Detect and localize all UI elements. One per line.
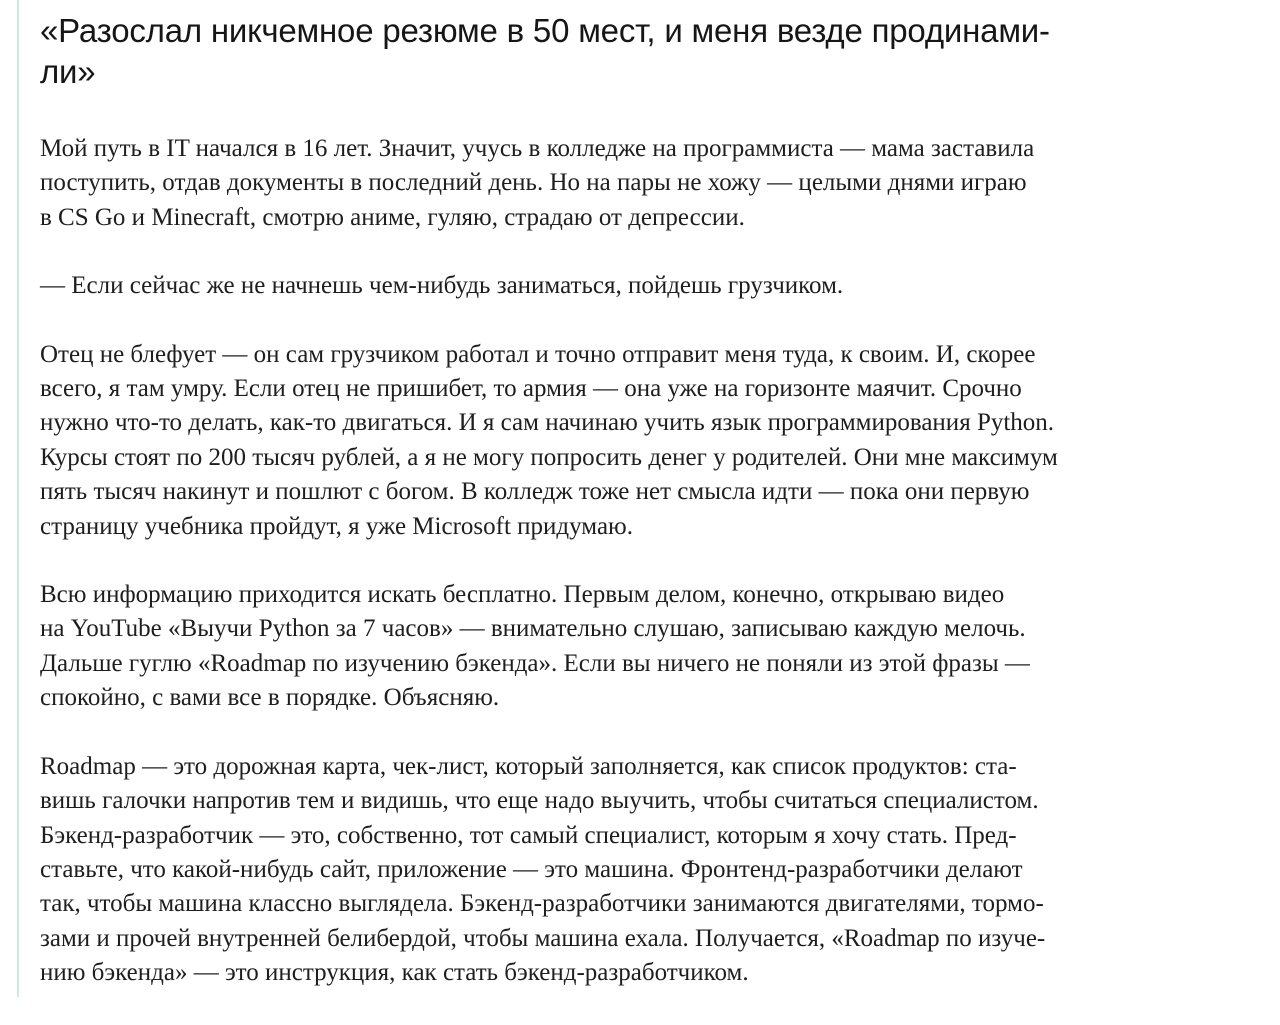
paragraph-5 bbox=[40, 750, 1240, 991]
article bbox=[40, 10, 1240, 1025]
accent-line bbox=[17, 0, 19, 997]
paragraph-line: пять тысяч накинут и пошлют с богом. В колледж тоже нет смысла идти — пока они первую bbox=[40, 478, 1030, 506]
paragraph-line: Отец не блефует — он сам грузчиком работал и точно отправит меня туда, к своим. И, скорее bbox=[40, 340, 1036, 368]
paragraph-line: спокойно, с вами все в порядке. Объясняю. bbox=[40, 684, 500, 712]
paragraph-line: так, чтобы машина классно выглядела. Бэкенд-разработчики занимаются двигателями, тормо- bbox=[40, 890, 1044, 918]
paragraph-line: страницу учебника пройдут, я уже Microsoft придумаю. bbox=[40, 512, 633, 540]
title-line: ли» bbox=[40, 53, 96, 90]
paragraph-line: Всю информацию приходится искать бесплатно. Первым делом, конечно, открываю видео bbox=[40, 581, 1005, 609]
article-title bbox=[40, 10, 1240, 92]
paragraph-line: вишь галочки напротив тем и видишь, что еще надо выучить, чтобы считаться специалистом. bbox=[40, 787, 1039, 815]
paragraph-line: поступить, отдав документы в последний день. Но на пары не хожу — целыми днями играю bbox=[40, 169, 1027, 197]
paragraph-line: Курсы стоят по 200 тысяч рублей, а я не могу попросить денег у родителей. Они мне максимум bbox=[40, 443, 1058, 471]
paragraph-line: нию бэкенда» — это инструкция, как стать бэкенд-разработчиком. bbox=[40, 959, 749, 987]
paragraph-line: ставьте, что какой-нибудь сайт, приложение — это машина. Фронтенд-разработчики делают bbox=[40, 855, 1023, 883]
title-line: «Разослал никчемное резюме в 50 мест, и меня везде продинами- bbox=[40, 12, 1050, 49]
paragraph-line: всего, я там умру. Если отец не пришибет, то армия — она уже на горизонте маячит. Срочно bbox=[40, 375, 1022, 403]
paragraph-line: зами и прочей внутренней белибердой, чтобы машина ехала. Получается, «Roadmap по изуче- bbox=[40, 924, 1046, 952]
paragraph-line: Roadmap — это дорожная карта, чек-лист, который заполняется, как список продуктов: ста- bbox=[40, 752, 1017, 780]
paragraph-line: Дальше гуглю «Roadmap по изучению бэкенда». Если вы ничего не поняли из этой фразы — bbox=[40, 649, 1030, 677]
paragraph-line: нужно что-то делать, как-то двигаться. И я сам начинаю учить язык программирования Python. bbox=[40, 409, 1055, 437]
paragraph-line: на YouTube «Выучи Python за 7 часов» — внимательно слушаю, записываю каждую мелочь. bbox=[40, 615, 1026, 643]
paragraph-line: — Если сейчас же не начнешь чем-нибудь заниматься, пойдешь грузчиком. bbox=[40, 272, 844, 300]
paragraph-4 bbox=[40, 578, 1240, 716]
paragraph-3 bbox=[40, 338, 1240, 544]
paragraph-2 bbox=[40, 269, 1240, 303]
paragraph-line: в CS Go и Minecraft, смотрю аниме, гуляю, страдаю от депрессии. bbox=[40, 203, 745, 231]
paragraph-line: Бэкенд-разработчик — это, собственно, тот самый специалист, которым я хочу стать. Пред- bbox=[40, 821, 1017, 849]
paragraph-line: Мой путь в IT начался в 16 лет. Значит, учусь в колледже на программиста — мама заставила bbox=[40, 135, 1035, 162]
paragraph-1 bbox=[40, 132, 1240, 235]
